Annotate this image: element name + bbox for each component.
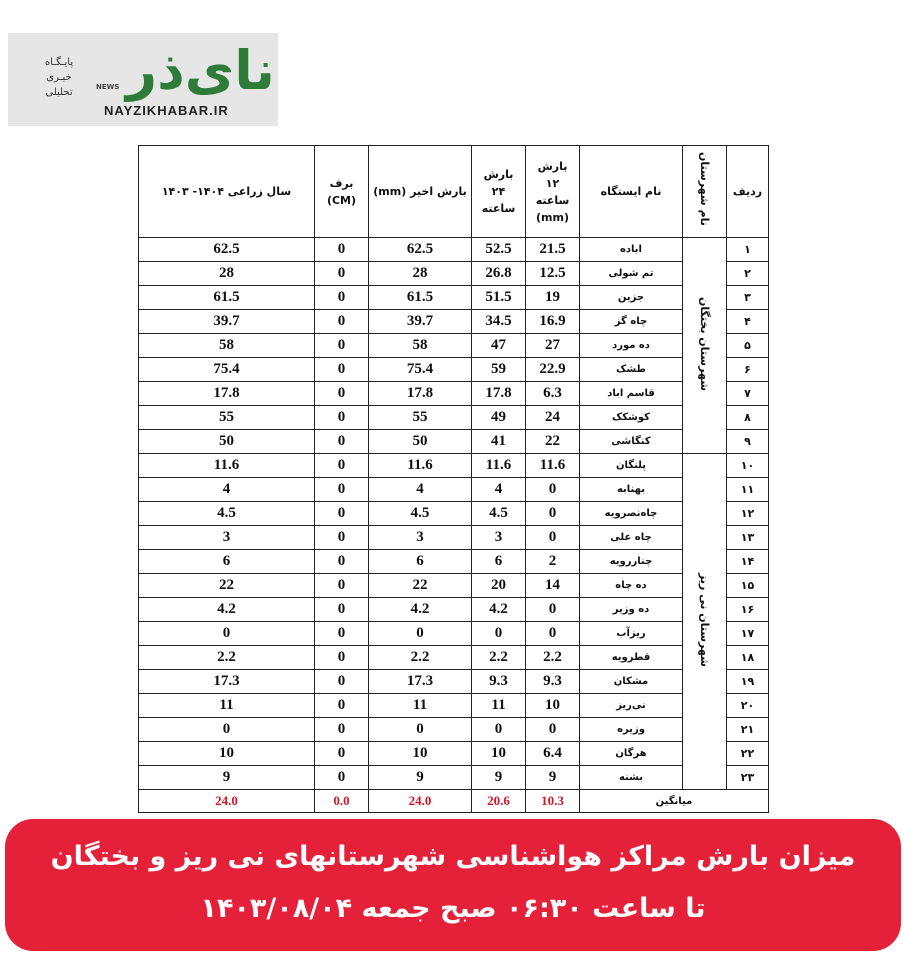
table-row bbox=[139, 646, 769, 670]
table-row bbox=[139, 574, 769, 598]
crop-year-cell: 4.5 bbox=[139, 502, 315, 526]
rain-12h-cell: 0 bbox=[526, 598, 580, 622]
rain-12h-cell: 21.5 bbox=[526, 238, 580, 262]
station-cell: پلنگان bbox=[580, 454, 683, 478]
table-row bbox=[139, 262, 769, 286]
table-row bbox=[139, 382, 769, 406]
crop-year-cell: 0 bbox=[139, 622, 315, 646]
idx-cell: ۱۰ bbox=[727, 454, 769, 478]
logo-domain: NAYZIKHABAR.IR bbox=[104, 103, 229, 118]
station-cell: بشنه bbox=[580, 766, 683, 790]
table-row bbox=[139, 406, 769, 430]
crop-year-cell: 11 bbox=[139, 694, 315, 718]
snow-cell: 0 bbox=[315, 694, 369, 718]
snow-cell: 0 bbox=[315, 574, 369, 598]
header-rain-12h: بارش ۱۲ ساعته (mm) bbox=[526, 146, 580, 238]
rain-12h-cell: 10 bbox=[526, 694, 580, 718]
snow-cell: 0 bbox=[315, 478, 369, 502]
snow-cell: 0 bbox=[315, 238, 369, 262]
table-row bbox=[139, 334, 769, 358]
rain-24h-cell: 2.2 bbox=[472, 646, 526, 670]
rain-12h-cell: 14 bbox=[526, 574, 580, 598]
snow-cell: 0 bbox=[315, 670, 369, 694]
average-row bbox=[139, 790, 769, 813]
average-recent-rain-cell: 24.0 bbox=[369, 790, 472, 813]
rain-12h-cell: 0 bbox=[526, 718, 580, 742]
table-row bbox=[139, 742, 769, 766]
rain-12h-cell: 11.6 bbox=[526, 454, 580, 478]
rain-12h-cell: 0 bbox=[526, 622, 580, 646]
station-cell: ده چاه bbox=[580, 574, 683, 598]
idx-cell: ۱۱ bbox=[727, 478, 769, 502]
idx-cell: ۲۳ bbox=[727, 766, 769, 790]
logo-tagline: پایـگـاه خبـری تحلیلی bbox=[44, 57, 74, 98]
header-crop-year: سال زراعی ۱۴۰۴- ۱۴۰۳ bbox=[139, 146, 315, 238]
recent-rain-cell: 55 bbox=[369, 406, 472, 430]
station-cell: قاسم اباد bbox=[580, 382, 683, 406]
county-bakhtegan: شهرستان بختگان bbox=[683, 238, 727, 454]
station-cell: مشکان bbox=[580, 670, 683, 694]
table-row bbox=[139, 454, 769, 478]
snow-cell: 0 bbox=[315, 766, 369, 790]
recent-rain-cell: 3 bbox=[369, 526, 472, 550]
rain-12h-cell: 0 bbox=[526, 502, 580, 526]
recent-rain-cell: 9 bbox=[369, 766, 472, 790]
table-header-row bbox=[139, 146, 769, 238]
recent-rain-cell: 17.3 bbox=[369, 670, 472, 694]
recent-rain-cell: 75.4 bbox=[369, 358, 472, 382]
snow-cell: 0 bbox=[315, 526, 369, 550]
table-row bbox=[139, 478, 769, 502]
recent-rain-cell: 2.2 bbox=[369, 646, 472, 670]
table-row bbox=[139, 238, 769, 262]
snow-cell: 0 bbox=[315, 550, 369, 574]
station-cell: تم شولی bbox=[580, 262, 683, 286]
station-cell: قطرویه bbox=[580, 646, 683, 670]
rain-12h-cell: 9 bbox=[526, 766, 580, 790]
recent-rain-cell: 22 bbox=[369, 574, 472, 598]
rainfall-table-container bbox=[138, 145, 768, 813]
rain-24h-cell: 6 bbox=[472, 550, 526, 574]
idx-cell: ۱۳ bbox=[727, 526, 769, 550]
crop-year-cell: 17.8 bbox=[139, 382, 315, 406]
rain-12h-cell: 2 bbox=[526, 550, 580, 574]
table-row bbox=[139, 598, 769, 622]
header-rain-24h: بارش ۲۴ ساعته bbox=[472, 146, 526, 238]
site-logo bbox=[8, 33, 278, 126]
table-row bbox=[139, 550, 769, 574]
idx-cell: ۱۲ bbox=[727, 502, 769, 526]
banner-date: تا ساعت ۰۶:۳۰ صبح جمعه ۱۴۰۳/۰۸/۰۴ bbox=[200, 893, 706, 924]
crop-year-cell: 28 bbox=[139, 262, 315, 286]
rain-12h-cell: 24 bbox=[526, 406, 580, 430]
rain-24h-cell: 4 bbox=[472, 478, 526, 502]
recent-rain-cell: 58 bbox=[369, 334, 472, 358]
table-body bbox=[139, 238, 769, 813]
idx-cell: ۲۰ bbox=[727, 694, 769, 718]
crop-year-cell: 11.6 bbox=[139, 454, 315, 478]
station-cell: نی‌ریز bbox=[580, 694, 683, 718]
station-cell: چاه علی bbox=[580, 526, 683, 550]
rain-24h-cell: 11 bbox=[472, 694, 526, 718]
snow-cell: 0 bbox=[315, 406, 369, 430]
idx-cell: ۱۶ bbox=[727, 598, 769, 622]
header-county: نام شهرستان bbox=[683, 146, 727, 238]
crop-year-cell: 4.2 bbox=[139, 598, 315, 622]
snow-cell: 0 bbox=[315, 718, 369, 742]
station-cell: وزیره bbox=[580, 718, 683, 742]
header-idx: ردیف bbox=[727, 146, 769, 238]
rain-24h-cell: 20 bbox=[472, 574, 526, 598]
rain-12h-cell: 19 bbox=[526, 286, 580, 310]
station-cell: ریزآب bbox=[580, 622, 683, 646]
station-cell: کوشکک bbox=[580, 406, 683, 430]
station-cell: ده مورد bbox=[580, 334, 683, 358]
crop-year-cell: 2.2 bbox=[139, 646, 315, 670]
crop-year-cell: 62.5 bbox=[139, 238, 315, 262]
idx-cell: ۳ bbox=[727, 286, 769, 310]
snow-cell: 0 bbox=[315, 430, 369, 454]
recent-rain-cell: 61.5 bbox=[369, 286, 472, 310]
snow-cell: 0 bbox=[315, 286, 369, 310]
recent-rain-cell: 10 bbox=[369, 742, 472, 766]
recent-rain-cell: 11.6 bbox=[369, 454, 472, 478]
station-cell: کنگاشی bbox=[580, 430, 683, 454]
recent-rain-cell: 4.5 bbox=[369, 502, 472, 526]
banner-title: میزان بارش مراکز هواشناسی شهرستانهای نی ریز و بختگان bbox=[50, 841, 856, 872]
rain-24h-cell: 49 bbox=[472, 406, 526, 430]
idx-cell: ۱ bbox=[727, 238, 769, 262]
title-banner bbox=[5, 819, 901, 951]
snow-cell: 0 bbox=[315, 622, 369, 646]
snow-cell: 0 bbox=[315, 334, 369, 358]
idx-cell: ۹ bbox=[727, 430, 769, 454]
recent-rain-cell: 6 bbox=[369, 550, 472, 574]
rain-24h-cell: 9.3 bbox=[472, 670, 526, 694]
rain-24h-cell: 4.2 bbox=[472, 598, 526, 622]
station-cell: چاه‌نصرویه bbox=[580, 502, 683, 526]
crop-year-cell: 75.4 bbox=[139, 358, 315, 382]
rain-24h-cell: 47 bbox=[472, 334, 526, 358]
rain-24h-cell: 0 bbox=[472, 622, 526, 646]
crop-year-cell: 4 bbox=[139, 478, 315, 502]
average-rain-24h-cell: 20.6 bbox=[472, 790, 526, 813]
recent-rain-cell: 50 bbox=[369, 430, 472, 454]
crop-year-cell: 22 bbox=[139, 574, 315, 598]
idx-cell: ۱۹ bbox=[727, 670, 769, 694]
table-row bbox=[139, 430, 769, 454]
header-station: نام ایستگاه bbox=[580, 146, 683, 238]
idx-cell: ۱۴ bbox=[727, 550, 769, 574]
rain-12h-cell: 22 bbox=[526, 430, 580, 454]
rain-12h-cell: 27 bbox=[526, 334, 580, 358]
station-cell: هرگان bbox=[580, 742, 683, 766]
logo-wordmark: نای‌ذر bbox=[126, 39, 275, 102]
table-row bbox=[139, 694, 769, 718]
snow-cell: 0 bbox=[315, 382, 369, 406]
rain-12h-cell: 16.9 bbox=[526, 310, 580, 334]
table-row bbox=[139, 358, 769, 382]
rainfall-table bbox=[138, 145, 769, 813]
table-row bbox=[139, 766, 769, 790]
station-cell: چناررویه bbox=[580, 550, 683, 574]
rain-12h-cell: 0 bbox=[526, 526, 580, 550]
header-snow: برف (CM) bbox=[315, 146, 369, 238]
crop-year-cell: 55 bbox=[139, 406, 315, 430]
crop-year-cell: 39.7 bbox=[139, 310, 315, 334]
station-cell: چاه گز bbox=[580, 310, 683, 334]
average-snow-cell: 0.0 bbox=[315, 790, 369, 813]
snow-cell: 0 bbox=[315, 262, 369, 286]
header-recent-rain: بارش اخیر (mm) bbox=[369, 146, 472, 238]
rain-12h-cell: 22.9 bbox=[526, 358, 580, 382]
table-row bbox=[139, 310, 769, 334]
rain-24h-cell: 41 bbox=[472, 430, 526, 454]
rain-24h-cell: 4.5 bbox=[472, 502, 526, 526]
rain-24h-cell: 17.8 bbox=[472, 382, 526, 406]
rain-12h-cell: 12.5 bbox=[526, 262, 580, 286]
rain-12h-cell: 6.4 bbox=[526, 742, 580, 766]
rain-24h-cell: 51.5 bbox=[472, 286, 526, 310]
recent-rain-cell: 4.2 bbox=[369, 598, 472, 622]
average-label: میانگین bbox=[580, 790, 769, 813]
rain-24h-cell: 0 bbox=[472, 718, 526, 742]
crop-year-cell: 10 bbox=[139, 742, 315, 766]
county-neyriz: شهرستان نی ریز bbox=[683, 454, 727, 790]
recent-rain-cell: 62.5 bbox=[369, 238, 472, 262]
idx-cell: ۴ bbox=[727, 310, 769, 334]
recent-rain-cell: 0 bbox=[369, 622, 472, 646]
idx-cell: ۶ bbox=[727, 358, 769, 382]
rain-24h-cell: 11.6 bbox=[472, 454, 526, 478]
rain-24h-cell: 26.8 bbox=[472, 262, 526, 286]
table-row bbox=[139, 502, 769, 526]
station-cell: ده وزیر bbox=[580, 598, 683, 622]
rain-24h-cell: 52.5 bbox=[472, 238, 526, 262]
snow-cell: 0 bbox=[315, 646, 369, 670]
recent-rain-cell: 39.7 bbox=[369, 310, 472, 334]
rain-24h-cell: 10 bbox=[472, 742, 526, 766]
idx-cell: ۸ bbox=[727, 406, 769, 430]
rain-24h-cell: 59 bbox=[472, 358, 526, 382]
snow-cell: 0 bbox=[315, 454, 369, 478]
idx-cell: ۱۸ bbox=[727, 646, 769, 670]
average-crop-year-cell: 24.0 bbox=[139, 790, 315, 813]
recent-rain-cell: 17.8 bbox=[369, 382, 472, 406]
recent-rain-cell: 0 bbox=[369, 718, 472, 742]
average-rain-12h-cell: 10.3 bbox=[526, 790, 580, 813]
idx-cell: ۲۱ bbox=[727, 718, 769, 742]
recent-rain-cell: 28 bbox=[369, 262, 472, 286]
snow-cell: 0 bbox=[315, 502, 369, 526]
recent-rain-cell: 11 bbox=[369, 694, 472, 718]
table-row bbox=[139, 670, 769, 694]
snow-cell: 0 bbox=[315, 598, 369, 622]
rain-12h-cell: 6.3 bbox=[526, 382, 580, 406]
rain-24h-cell: 9 bbox=[472, 766, 526, 790]
recent-rain-cell: 4 bbox=[369, 478, 472, 502]
idx-cell: ۵ bbox=[727, 334, 769, 358]
station-cell: جزین bbox=[580, 286, 683, 310]
station-cell: بهنابه bbox=[580, 478, 683, 502]
rain-12h-cell: 0 bbox=[526, 478, 580, 502]
crop-year-cell: 6 bbox=[139, 550, 315, 574]
snow-cell: 0 bbox=[315, 358, 369, 382]
rain-24h-cell: 3 bbox=[472, 526, 526, 550]
station-cell: طشک bbox=[580, 358, 683, 382]
crop-year-cell: 58 bbox=[139, 334, 315, 358]
idx-cell: ۷ bbox=[727, 382, 769, 406]
rain-12h-cell: 2.2 bbox=[526, 646, 580, 670]
table-row bbox=[139, 526, 769, 550]
station-cell: اباده bbox=[580, 238, 683, 262]
idx-cell: ۲ bbox=[727, 262, 769, 286]
table-row bbox=[139, 718, 769, 742]
idx-cell: ۱۵ bbox=[727, 574, 769, 598]
crop-year-cell: 0 bbox=[139, 718, 315, 742]
table-row bbox=[139, 622, 769, 646]
crop-year-cell: 3 bbox=[139, 526, 315, 550]
idx-cell: ۱۷ bbox=[727, 622, 769, 646]
snow-cell: 0 bbox=[315, 310, 369, 334]
logo-news-label: NEWS bbox=[96, 83, 120, 91]
crop-year-cell: 9 bbox=[139, 766, 315, 790]
snow-cell: 0 bbox=[315, 742, 369, 766]
rain-12h-cell: 9.3 bbox=[526, 670, 580, 694]
crop-year-cell: 50 bbox=[139, 430, 315, 454]
crop-year-cell: 61.5 bbox=[139, 286, 315, 310]
table-row bbox=[139, 286, 769, 310]
rain-24h-cell: 34.5 bbox=[472, 310, 526, 334]
crop-year-cell: 17.3 bbox=[139, 670, 315, 694]
idx-cell: ۲۲ bbox=[727, 742, 769, 766]
